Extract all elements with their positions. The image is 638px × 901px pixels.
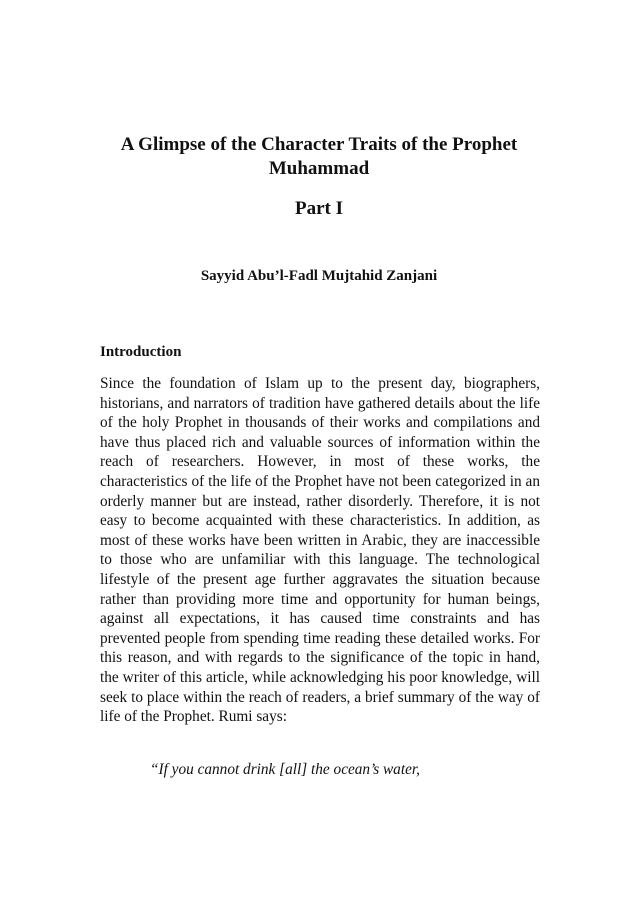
section-heading-introduction: Introduction — [100, 344, 182, 360]
part-heading: Part I — [294, 198, 343, 219]
document-title-line-2: Muhammad — [268, 158, 370, 179]
rumi-quote: “If you cannot drink [all] the ocean’s water, — [150, 761, 420, 778]
document-title-line-1: A Glimpse of the Character Traits of the Prophet — [120, 134, 518, 155]
author-name: Sayyid Abu’l-Fadl Mujtahid Zanjani — [200, 268, 438, 284]
introduction-paragraph: Since the foundation of Islam up to the present day, biographers, historians, and narrators of tradition have gathered details about the life of the holy Prophet in thousands of their works and compilations and have thus placed rich and valuable sources of information within the reach of researchers. However, in most of these works, the characteristics of the life of the Prophet have not been categorized in an orderly manner but are instead, rather disorderly. Therefore, it is not easy to become acquainted with these characteristics. In addition, as most of these works have been written in Arabic, they are inaccessible to those who are unfamiliar with this language. The technological lifestyle of the present age further aggravates the situation because rather than providing more time and opportunity for human beings, against all expectations, it has caused time constraints and has prevented people from spending time reading these detailed works. For this reason, and with regards to the significance of the topic in hand, the writer of this article, while acknowledging his poor knowledge, will seek to place within the reach of readers, a brief summary of the way of life of the Prophet. Rumi says: — [100, 375, 540, 726]
